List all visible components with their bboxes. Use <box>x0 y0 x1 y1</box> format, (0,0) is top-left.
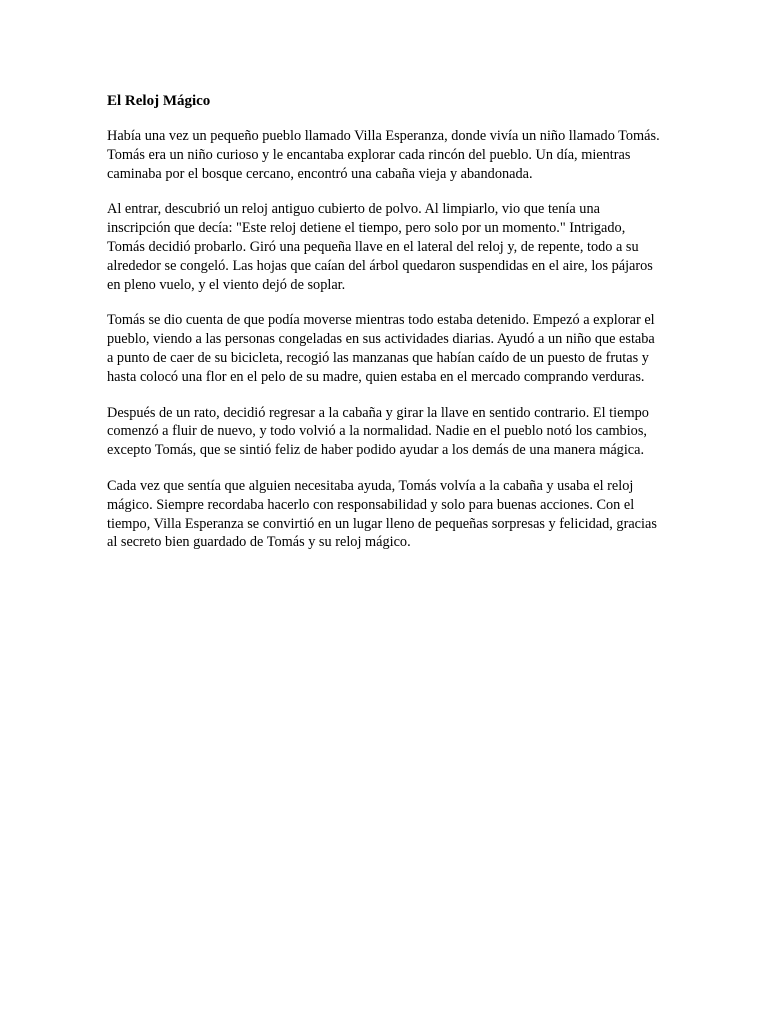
paragraph-4: Después de un rato, decidió regresar a la cabaña y girar la llave en sentido contrario. El tiempo comenzó a fluir de nuevo, y todo volvió a la normalidad. Nadie en el pueblo notó los cambios, excepto Tomás, que se sintió feliz de haber podido ayudar a los demás de una manera mágica. <box>107 404 649 459</box>
document-title: El Reloj Mágico <box>107 93 211 109</box>
paragraph-2: Al entrar, descubrió un reloj antiguo cubierto de polvo. Al limpiarlo, vio que tenía una inscripción que decía: "Este reloj detiene el tiempo, pero solo por un momento." Intrigado, Tomás decidió probarlo. Giró una pequeña llave en el lateral del reloj y, de repente, todo a su alrededor se congeló. Las hojas que caían del árbol quedaron suspendidas en el aire, los pájaros en pleno vuelo, y el viento dejó de soplar. <box>107 201 653 293</box>
paragraph-3: Tomás se dio cuenta de que podía moverse mientras todo estaba detenido. Empezó a explorar el pueblo, viendo a las personas congeladas en sus actividades diarias. Ayudó a un niño que estaba a punto de caer de su bicicleta, recogió las manzanas que habían caído de un puesto de frutas y hasta colocó una flor en el pelo de su madre, quien estaba en el mercado comprando verduras. <box>107 312 655 385</box>
paragraph-1: Había una vez un pequeño pueblo llamado Villa Esperanza, donde vivía un niño llamado Tomás. Tomás era un niño curioso y le encantaba explorar cada rincón del pueblo. Un día, mientras caminaba por el bosque cercano, encontró una cabaña vieja y abandonada. <box>107 128 660 182</box>
document-page <box>107 92 662 569</box>
paragraph-5: Cada vez que sentía que alguien necesitaba ayuda, Tomás volvía a la cabaña y usaba el reloj mágico. Siempre recordaba hacerlo con responsabilidad y solo para buenas acciones. Con el tiempo, Villa Esperanza se convirtió en un lugar lleno de pequeñas sorpresas y felicidad, gracias al secreto bien guardado de Tomás y su reloj mágico. <box>107 477 657 551</box>
